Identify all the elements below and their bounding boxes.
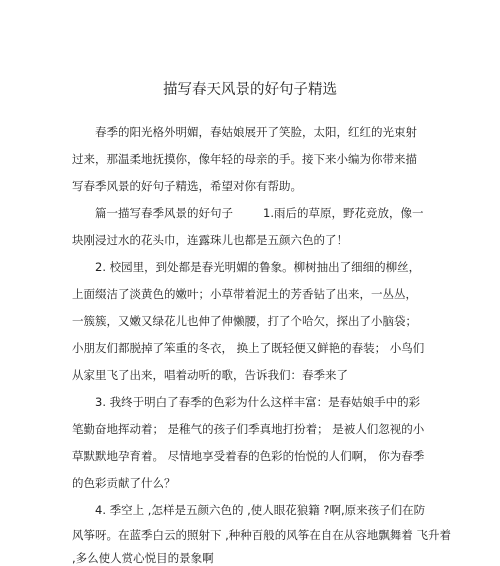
paragraph-line: 的色彩贡献了什么？ bbox=[72, 476, 176, 490]
paragraph-line: 块刚浸过水的花头巾，连露珠儿也都是五颜六色的了！ bbox=[72, 233, 348, 247]
paragraph-line: 4. 季空上 ,怎样是五颜六色的 ,使人眼花狼籍 ?啊,原来孩子们在防 bbox=[95, 503, 426, 517]
paragraph-line: 草默默地孕育着。 尽情地享受着春的色彩的怡悦的人们啊， 你为春季 bbox=[72, 449, 425, 463]
paragraph-line: 上面缀洁了淡黄色的嫩叶；小草带着泥土的芳香钻了出来，一丛丛， bbox=[72, 287, 417, 301]
section-heading-line bbox=[95, 205, 423, 221]
paragraph-line: ,多么使人赏心悦目的景象啊 bbox=[72, 551, 214, 565]
paragraph-line: 过来，那温柔地抚摸你，像年轻的母亲的手。接下来小编为你带来描 bbox=[72, 152, 417, 166]
page-title: 描写春天风景的好句子精选 bbox=[163, 82, 337, 98]
section-heading: 篇一描写春季风景的好句子 bbox=[95, 206, 233, 220]
paragraph-line: 小朋友们都脱掉了笨重的冬衣， 换上了既轻便又鲜艳的春装； 小鸟们 bbox=[72, 341, 425, 355]
paragraph-line: 春季的阳光格外明媚，春姑娘展开了笑脸，太阳，红红的光束射 bbox=[95, 125, 417, 139]
paragraph-line: 写春季风景的好句子精选，希望对你有帮助。 bbox=[72, 179, 302, 193]
paragraph-line: 3. 我终于明白了春季的色彩为什么这样丰富：是春姑娘手中的彩 bbox=[95, 395, 421, 409]
paragraph-line: 2. 校园里，到处都是春光明媚的鲁象。柳树抽出了细细的柳丝， bbox=[95, 260, 421, 274]
item-1-lead: 1.雨后的草原，野花竞放，像一 bbox=[263, 206, 424, 220]
paragraph-line: 风筝呀。在蓝季白云的照射下 ,种种百般的风筝在自在从容地飘舞着 飞升着 bbox=[72, 528, 451, 542]
paragraph-line: 一簇簇，又嫩又绿花儿也伸了伸懒腰，打了个哈欠，探出了小脑袋； bbox=[72, 314, 417, 328]
paragraph-line: 笔勤奋地挥动着； 是稚气的孩子们季真地打扮着； 是被人们忽视的小 bbox=[72, 422, 425, 436]
paragraph-line: 从家里飞了出来，唱着动听的歌，告诉我们：春季来了 bbox=[72, 368, 348, 382]
